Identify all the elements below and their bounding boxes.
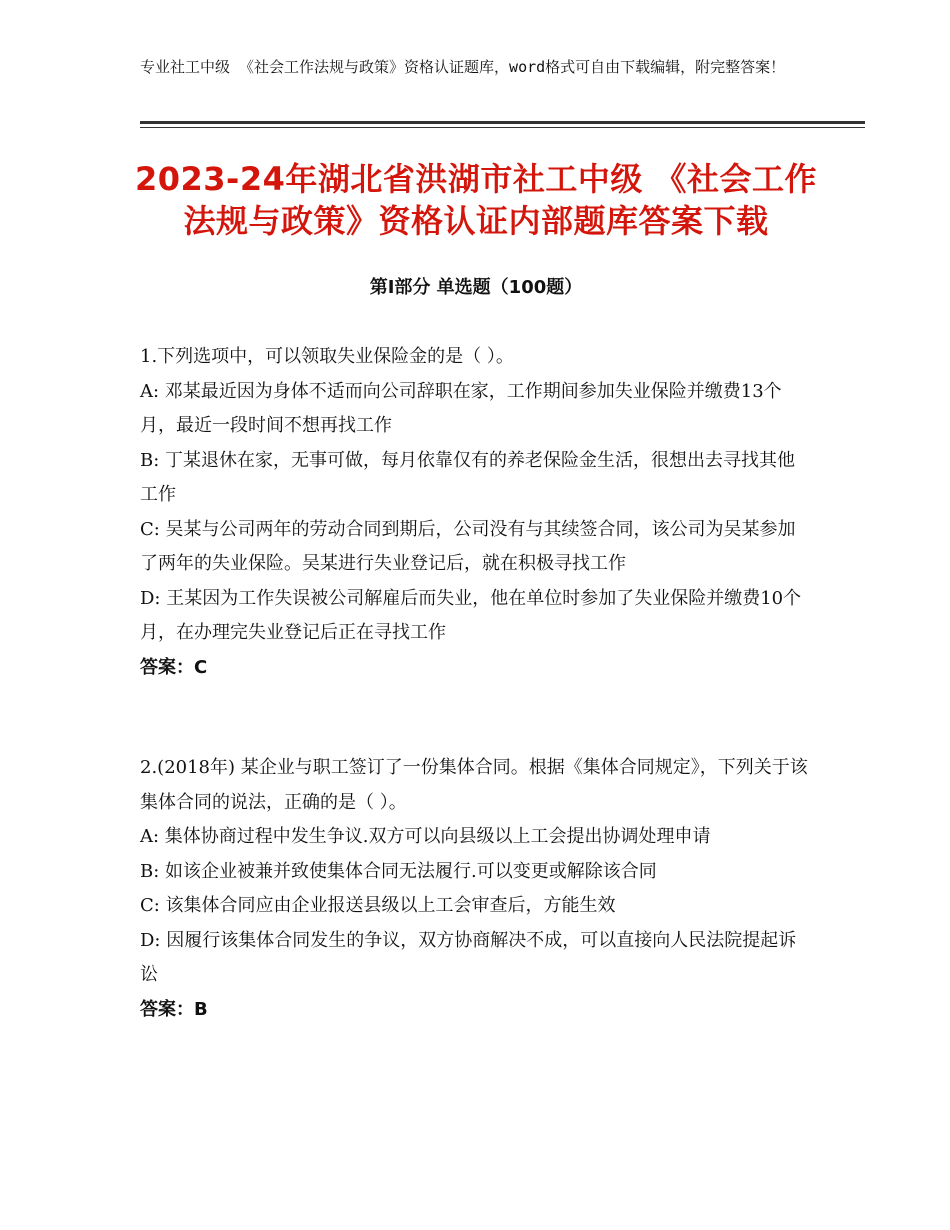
option-c: C: 该集体合同应由企业报送县级以上工会审查后，方能生效 [140, 895, 616, 916]
option-c: C: 吴某与公司两年的劳动合同到期后，公司没有与其续签合同，该公司为吴某参加了两年的失业保险。吴某进行失业登记后，就在积极寻找工作 [140, 518, 796, 574]
option-d: D: 因履行该集体合同发生的争议，双方协商解决不成，可以直接向人民法院提起诉讼 [140, 929, 797, 985]
option-a: A: 集体协商过程中发生争议.双方可以向县级以上工会提出协调处理申请 [140, 826, 711, 847]
header-divider-thin [140, 127, 865, 128]
option-a: A: 邓某最近因为身体不适而向公司辞职在家，工作期间参加失业保险并缴费13个月，最近一段时间不想再找工作 [140, 380, 782, 436]
answer: 答案：C [140, 656, 208, 678]
question-2 [140, 751, 812, 1027]
option-b: B: 如该企业被兼并致使集体合同无法履行.可以变更或解除该合同 [140, 860, 657, 882]
document-title: 2023-24年湖北省洪湖市社工中级 《社会工作法规与政策》资格认证内部题库答案下载 [134, 160, 818, 240]
question-stem: 2.(2018年) 某企业与职工签订了一份集体合同。根据《集体合同规定》，下列关于该集体合同的说法，正确的是（ ）。 [140, 757, 808, 813]
option-b: B: 丁某退休在家，无事可做，每月依靠仅有的养老保险金生活，很想出去寻找其他工作 [140, 449, 796, 505]
section-title: 第Ⅰ部分 单选题（100题） [369, 277, 583, 298]
option-d: D: 王某因为工作失误被公司解雇后而失业，他在单位时参加了失业保险并缴费10个月，在办理完失业登记后正在寻找工作 [140, 587, 802, 643]
question-1 [140, 340, 812, 685]
question-stem: 1.下列选项中，可以领取失业保险金的是（ ）。 [140, 346, 514, 367]
header-divider-thick [140, 121, 865, 124]
header-note: 专业社工中级 《社会工作法规与政策》资格认证题库，word格式可自由下载编辑，附完整答案！ [140, 58, 786, 76]
answer: 答案：B [140, 998, 208, 1020]
